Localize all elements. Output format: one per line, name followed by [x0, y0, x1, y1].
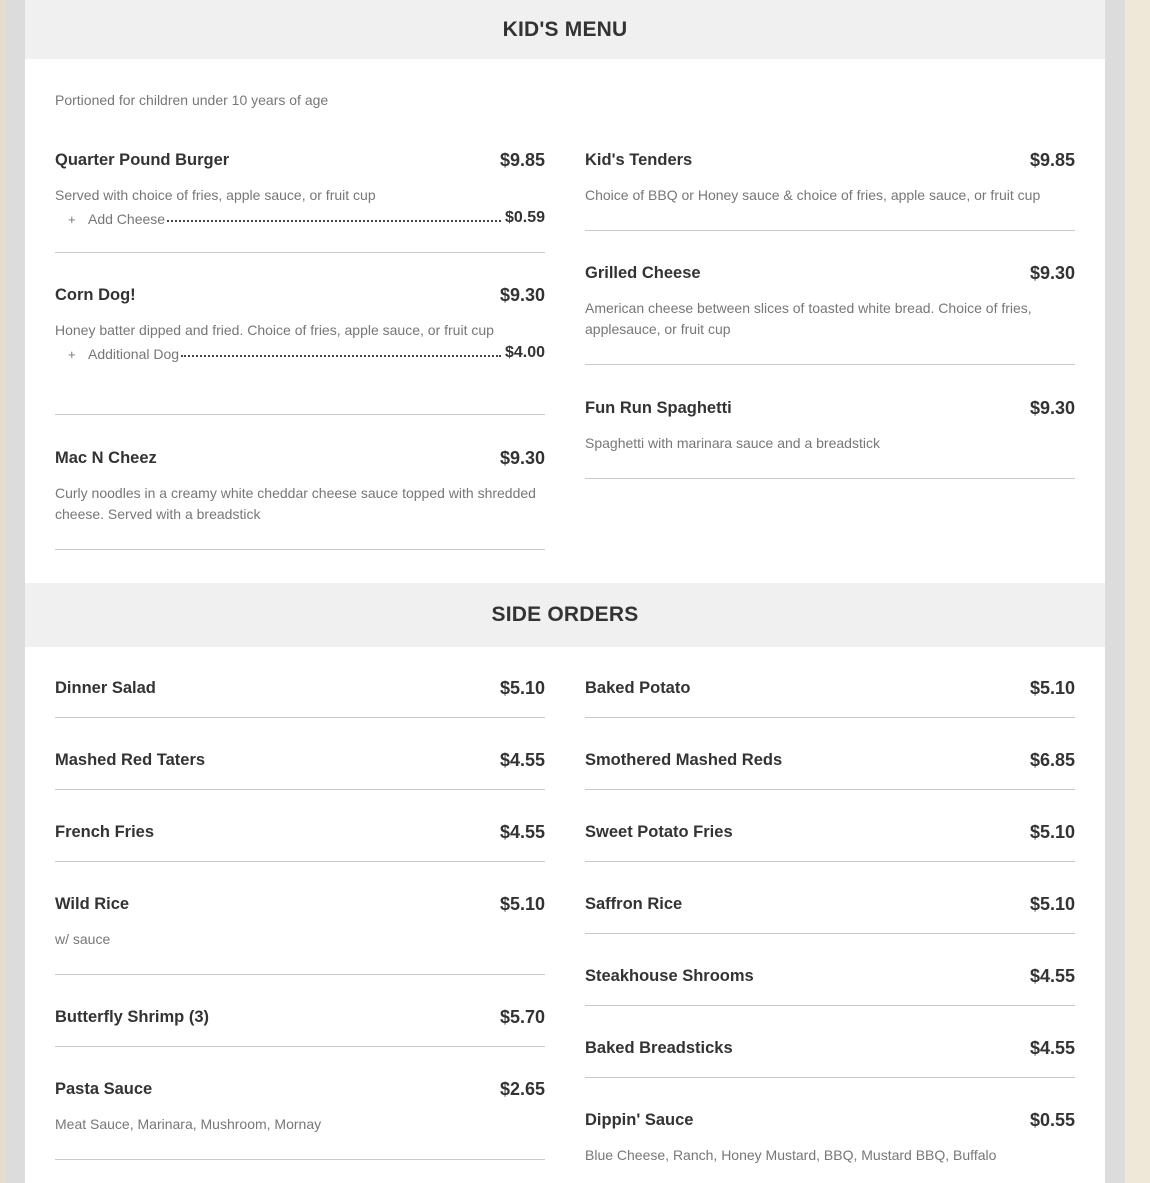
menu-item-name: Baked Potato	[585, 678, 691, 697]
menu-item-name: Corn Dog!	[55, 285, 136, 304]
menu-panel	[25, 0, 1105, 1183]
menu-item	[55, 745, 545, 790]
menu-item-name: Kid's Tenders	[585, 150, 693, 169]
menu-item-addon	[55, 206, 545, 227]
menu-item	[55, 443, 545, 550]
dotted-leader	[167, 219, 501, 222]
menu-item-name: Grilled Cheese	[585, 263, 701, 282]
menu-item-price: $5.10	[499, 677, 545, 698]
menu-item-description: American cheese between slices of toasted white bread. Choice of fries, applesauce, or fruit cup	[585, 300, 1032, 337]
menu-item-price: $9.85	[1029, 149, 1075, 170]
addon-price: $4.00	[504, 344, 545, 361]
menu-item	[585, 258, 1075, 365]
menu-item-price: $4.55	[499, 749, 545, 770]
side-orders-header	[25, 583, 1105, 647]
kids-menu-note: Portioned for children under 10 years of age	[55, 92, 329, 108]
menu-item	[585, 145, 1075, 231]
menu-item-description: Spaghetti with marinara sauce and a breadstick	[585, 435, 880, 451]
menu-item-price: $5.10	[1029, 821, 1075, 842]
menu-item-price: $4.55	[1029, 1037, 1075, 1058]
menu-item-name: Butterfly Shrimp (3)	[55, 1007, 210, 1026]
kids-menu-right-column	[585, 145, 1075, 479]
menu-item-description: Curly noodles in a creamy white cheddar cheese sauce topped with shredded cheese. Served with a breadstick	[55, 485, 536, 522]
menu-item-price: $6.85	[1029, 749, 1075, 770]
menu-item	[55, 145, 545, 253]
menu-item	[55, 280, 545, 415]
side-orders-title: SIDE ORDERS	[491, 603, 639, 626]
menu-item-price: $4.55	[499, 821, 545, 842]
menu-item-price: $0.55	[1029, 1109, 1075, 1130]
menu-item-price: $2.65	[499, 1078, 545, 1099]
menu-item-description: Honey batter dipped and fried. Choice of fries, apple sauce, or fruit cup	[55, 322, 494, 338]
menu-item-name: Baked Breadsticks	[585, 1038, 733, 1057]
menu-item	[55, 817, 545, 862]
menu-item	[55, 889, 545, 975]
addon-label: Add Cheese	[88, 211, 166, 227]
menu-item	[585, 393, 1075, 479]
addon-label: Additional Dog	[88, 346, 180, 362]
menu-item-addon	[55, 341, 545, 362]
menu-item	[55, 1002, 545, 1047]
plus-icon: +	[68, 212, 76, 227]
menu-item-name: Sweet Potato Fries	[585, 822, 733, 841]
menu-item	[585, 673, 1075, 718]
kids-menu-header	[25, 0, 1105, 59]
menu-item-name: Dippin' Sauce	[585, 1110, 694, 1129]
menu-item-price: $5.70	[499, 1006, 545, 1027]
menu-item	[585, 817, 1075, 862]
menu-item-name: Pasta Sauce	[55, 1079, 153, 1098]
side-orders-right-column	[585, 673, 1075, 1183]
menu-item	[585, 961, 1075, 1006]
addon-price: $0.59	[504, 209, 545, 226]
menu-item	[55, 1074, 545, 1160]
kids-menu-title: KID'S MENU	[502, 17, 628, 41]
menu-item-price: $5.10	[1029, 677, 1075, 698]
menu-item-name: Dinner Salad	[55, 678, 156, 697]
menu-item-description: Choice of BBQ or Honey sauce & choice of fries, apple sauce, or fruit cup	[585, 187, 1041, 203]
dotted-leader	[181, 354, 501, 357]
menu-item	[55, 673, 545, 718]
menu-item	[585, 745, 1075, 790]
plus-icon: +	[68, 347, 76, 362]
menu-item	[585, 889, 1075, 934]
menu-item	[585, 1033, 1075, 1078]
menu-item-name: French Fries	[55, 822, 155, 841]
menu-item-description: Served with choice of fries, apple sauce, or fruit cup	[55, 187, 376, 203]
menu-item-price: $5.10	[1029, 893, 1075, 914]
menu-item-name: Smothered Mashed Reds	[585, 750, 783, 769]
menu-item-name: Wild Rice	[55, 894, 130, 913]
menu-item-description: Blue Cheese, Ranch, Honey Mustard, BBQ, Mustard BBQ, Buffalo	[585, 1147, 997, 1163]
menu-item-description: Meat Sauce, Marinara, Mushroom, Mornay	[55, 1116, 322, 1132]
menu-item-name: Mashed Red Taters	[55, 750, 206, 769]
menu-item-price: $9.30	[499, 447, 545, 468]
menu-item-name: Fun Run Spaghetti	[585, 398, 732, 417]
menu-item-price: $9.30	[1029, 262, 1075, 283]
menu-item-description: w/ sauce	[55, 931, 111, 947]
menu-item-name: Saffron Rice	[585, 894, 683, 913]
menu-item	[585, 1105, 1075, 1183]
kids-menu-left-column	[55, 145, 545, 550]
side-orders-left-column	[55, 673, 545, 1160]
menu-item-price: $9.85	[499, 149, 545, 170]
menu-item-name: Mac N Cheez	[55, 448, 157, 467]
menu-item-name: Steakhouse Shrooms	[585, 966, 754, 985]
menu-item-name: Quarter Pound Burger	[55, 150, 230, 169]
menu-item-price: $5.10	[499, 893, 545, 914]
menu-item-price: $4.55	[1029, 965, 1075, 986]
menu-item-price: $9.30	[1029, 397, 1075, 418]
menu-item-price: $9.30	[499, 284, 545, 305]
